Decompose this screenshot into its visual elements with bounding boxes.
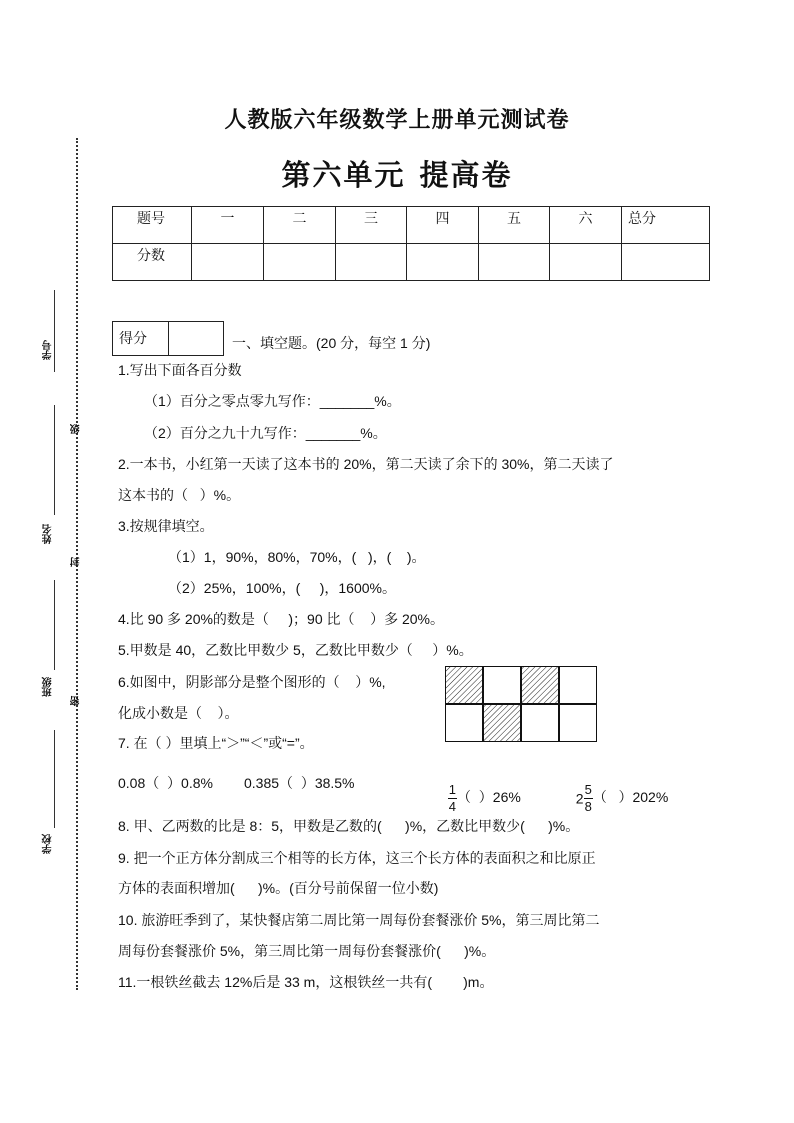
score-input-cell[interactable]	[336, 244, 407, 281]
question-line: 5.甲数是 40，乙数比甲数少 5，乙数比甲数少（ ）%。	[118, 642, 473, 658]
id-underline	[54, 290, 55, 372]
fraction-numerator: 5	[584, 782, 592, 797]
grade-underline	[54, 580, 55, 670]
question-line: （1）1，90%，80%，70%，( )，( )。	[168, 549, 426, 565]
score-input-cell[interactable]	[407, 244, 479, 281]
name-underline	[54, 405, 55, 515]
side-mark-seal: 封	[71, 557, 82, 567]
question-line: 1.写出下面各百分数	[118, 362, 242, 378]
section-score-box	[112, 321, 224, 356]
question-line: （2）百分之九十九写作：_______%。	[144, 425, 387, 441]
score-input-cell[interactable]	[479, 244, 550, 281]
question-line: （1）百分之零点零九写作：_______%。	[144, 393, 401, 409]
question-line: 4.比 90 多 20%的数是（ )；90 比（ ）多 20%。	[118, 611, 444, 627]
score-input-cell[interactable]	[192, 244, 264, 281]
score-table-cell: 总分	[622, 207, 710, 244]
score-table	[112, 206, 710, 281]
section-score-divider	[168, 322, 169, 355]
question-line: 3.按规律填空。	[118, 518, 214, 534]
side-label-id: 学号	[43, 340, 54, 360]
score-table-cell: 二	[264, 207, 336, 244]
shaded-grid-figure	[445, 666, 597, 742]
score-input-cell[interactable]	[550, 244, 622, 281]
comparison-4	[568, 764, 668, 815]
fraction-numerator: 1	[448, 782, 457, 797]
question-line: 方体的表面积增加( )%。(百分号前保留一位小数)	[118, 880, 439, 896]
side-mark-class: 级	[71, 424, 82, 434]
score-table-cell: 一	[192, 207, 264, 244]
blank-cell	[522, 705, 559, 742]
comparison-3	[440, 764, 521, 815]
mixed-number-whole: 2	[575, 790, 584, 807]
shaded-cell	[446, 667, 483, 704]
question-line: 9. 把一个正方体分割成三个相等的长方体，这三个长方体的表面积之和比原正	[118, 850, 596, 866]
question-line: 周每份套餐涨价 5%，第三周比第一周每份套餐涨价( )%。	[118, 943, 496, 959]
fraction-five-eighths	[584, 782, 593, 815]
subtitle-level: 提高卷	[419, 158, 513, 192]
blank-cell	[560, 705, 597, 742]
blank-cell	[484, 667, 521, 704]
question-line: 11.一根铁丝截去 12%后是 33 m，这根铁丝一共有( )m。	[118, 974, 494, 990]
blank-cell	[560, 667, 597, 704]
fraction-denominator: 4	[448, 799, 457, 814]
question-line: 这本书的（ ）%。	[118, 487, 241, 503]
side-mark-line: 密	[71, 696, 82, 706]
score-table-score-row	[113, 244, 710, 281]
score-input-cell[interactable]	[622, 244, 710, 281]
side-label-grade: 班级	[43, 677, 54, 697]
question-line: 6.如图中，阴影部分是整个图形的（ ）%,	[118, 674, 386, 690]
comparison-1: 0.08（ ）0.8%	[118, 775, 213, 791]
question-line: 7. 在（ ）里填上“＞”“＜”或“=”。	[118, 735, 314, 751]
score-table-cell: 四	[407, 207, 479, 244]
fraction-denominator: 8	[584, 799, 592, 814]
school-underline	[54, 730, 55, 828]
score-table-cell: 六	[550, 207, 622, 244]
section-score-label: 得分	[119, 331, 147, 347]
fraction-one-quarter	[448, 782, 457, 815]
comparison-2: 0.385（ ）38.5%	[244, 775, 355, 791]
blank-cell	[446, 705, 483, 742]
shaded-cell	[522, 667, 559, 704]
question-line: （2）25%，100%，( )，1600%。	[168, 580, 396, 596]
side-label-school: 学校	[43, 834, 54, 854]
question-line: 2.一本书，小红第一天读了这本书的 20%，第二天读了余下的 30%，第二天读了	[118, 456, 614, 472]
side-label-name: 姓名	[43, 524, 54, 544]
score-table-cell: 三	[336, 207, 407, 244]
page-subtitle	[0, 153, 794, 194]
question-line: 8. 甲、乙两数的比是 8：5，甲数是乙数的( )%，乙数比甲数少( )%。	[118, 818, 580, 834]
comparison-3-rest: （ ）26%	[457, 789, 521, 806]
score-table-cell: 题号	[113, 207, 192, 244]
score-table-cell: 分数	[113, 244, 192, 281]
score-table-header-row	[113, 207, 710, 244]
section-heading: 一、填空题。(20 分，每空 1 分)	[232, 335, 431, 351]
page-title: 人教版六年级数学上册单元测试卷	[224, 107, 570, 133]
score-input-cell[interactable]	[264, 244, 336, 281]
question-line: 化成小数是（ ）。	[118, 705, 239, 721]
comparison-4-rest: （ ）202%	[592, 789, 669, 806]
subtitle-unit: 第六单元	[281, 158, 406, 192]
score-table-cell: 五	[479, 207, 550, 244]
question-line: 10. 旅游旺季到了，某快餐店第二周比第一周每份套餐涨价 5%，第三周比第二	[118, 912, 600, 928]
shaded-cell	[484, 705, 521, 742]
